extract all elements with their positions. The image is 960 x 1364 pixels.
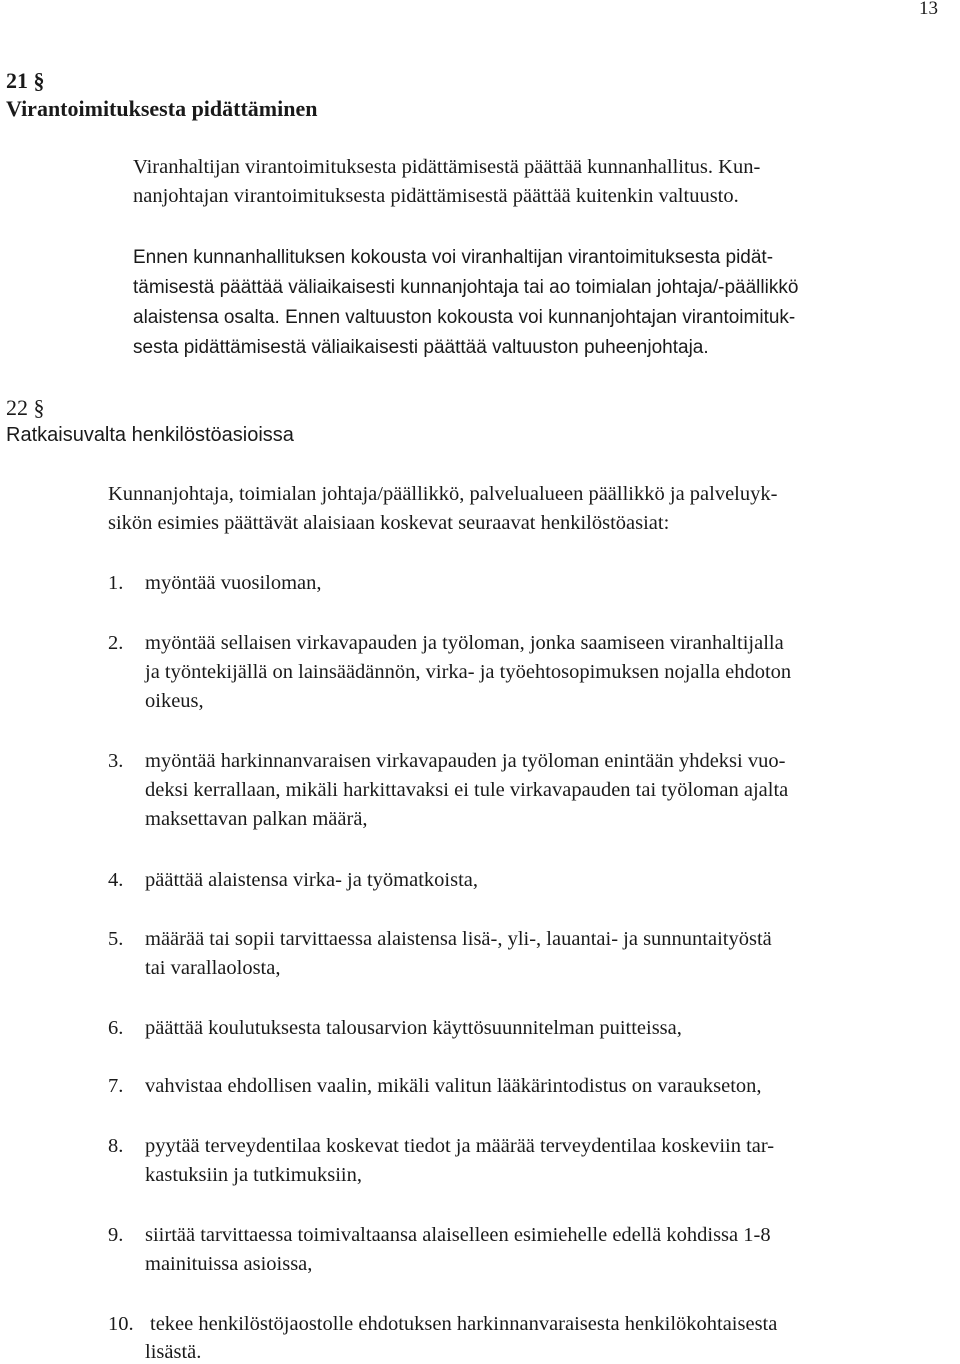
list-item-number: 7. (108, 1075, 124, 1097)
list-item-text: siirtää tarvittaessa toimivaltaansa alaiselleen esimiehelle edellä kohdissa 1-8 (145, 1224, 771, 1246)
list-item-text: tai varallaolosta, (145, 957, 281, 979)
list-item-text: deksi kerrallaan, mikäli harkittavaksi ei tule virkavapauden tai työloman ajalta (145, 779, 789, 801)
paragraph-line: tämisestä päättää väliaikaisesti kunnanjohtaja tai ao toimialan johtaja/-päällikkö (133, 277, 799, 298)
list-item-text: maksettavan palkan määrä, (145, 808, 368, 830)
list-item-text: tekee henkilöstöjaostolle ehdotuksen harkinnanvaraisesta henkilökohtaisesta (150, 1313, 778, 1335)
list-item-text: myöntää vuosiloman, (145, 572, 322, 594)
paragraph-line: Viranhaltijan virantoimituksesta pidättämisestä päättää kunnanhallitus. Kun- (133, 156, 761, 178)
list-item-number: 2. (108, 632, 124, 654)
list-item-text: mainituissa asioissa, (145, 1253, 313, 1275)
list-item-number: 3. (108, 750, 124, 772)
paragraph-line: sesta pidättämisestä väliaikaisesti päättää valtuuston puheenjohtaja. (133, 337, 709, 358)
list-item-text: vahvistaa ehdollisen vaalin, mikäli valitun lääkärintodistus on varaukseton, (145, 1075, 762, 1097)
list-item-text: pyytää terveydentilaa koskevat tiedot ja määrää terveydentilaa koskeviin tar- (145, 1135, 775, 1157)
list-item-number: 1. (108, 572, 124, 594)
list-item-number: 4. (108, 869, 124, 891)
paragraph-line: nanjohtajan virantoimituksesta pidättämisestä päättää kuitenkin valtuusto. (133, 185, 739, 207)
list-item-text: myöntää harkinnanvaraisen virkavapauden ja työloman enintään yhdeksi vuo- (145, 750, 786, 772)
list-item-text: määrää tai sopii tarvittaessa alaistensa lisä-, yli-, lauantai- ja sunnuntaityöstä (145, 928, 772, 950)
section-number: 21 § (6, 68, 45, 93)
list-item-number: 5. (108, 928, 124, 950)
list-item-text: päättää koulutuksesta talousarvion käyttösuunnitelman puitteissa, (145, 1017, 682, 1039)
list-item-number: 10. (108, 1313, 134, 1335)
list-item-text: myöntää sellaisen virkavapauden ja työloman, jonka saamiseen viranhaltijalla (145, 632, 784, 654)
section-number: 22 § (6, 395, 45, 420)
page-number: 13 (919, 0, 938, 19)
list-item-text: ja työntekijällä on lainsäädännön, virka- ja työehtosopimuksen nojalla ehdoton (145, 661, 792, 683)
list-item-text: kastuksiin ja tutkimuksiin, (145, 1164, 362, 1186)
list-item-number: 8. (108, 1135, 124, 1157)
paragraph-line: Ennen kunnanhallituksen kokousta voi viranhaltijan virantoimituksesta pidät- (133, 247, 774, 268)
paragraph-line: alaistensa osalta. Ennen valtuuston kokousta voi kunnanjohtajan virantoimituk- (133, 307, 796, 328)
section-title: Virantoimituksesta pidättäminen (6, 96, 318, 121)
list-item-number: 9. (108, 1224, 124, 1246)
list-item-number: 6. (108, 1017, 124, 1039)
list-item-text: lisästä. (145, 1341, 202, 1363)
paragraph-line: Kunnanjohtaja, toimialan johtaja/päällikkö, palvelualueen päällikkö ja palveluyk- (108, 483, 778, 505)
section-title: Ratkaisuvalta henkilöstöasioissa (6, 424, 294, 446)
list-item-text: oikeus, (145, 690, 204, 712)
paragraph-line: sikön esimies päättävät alaisiaan koskevat seuraavat henkilöstöasiat: (108, 512, 670, 534)
list-item-text: päättää alaistensa virka- ja työmatkoista, (145, 869, 478, 891)
